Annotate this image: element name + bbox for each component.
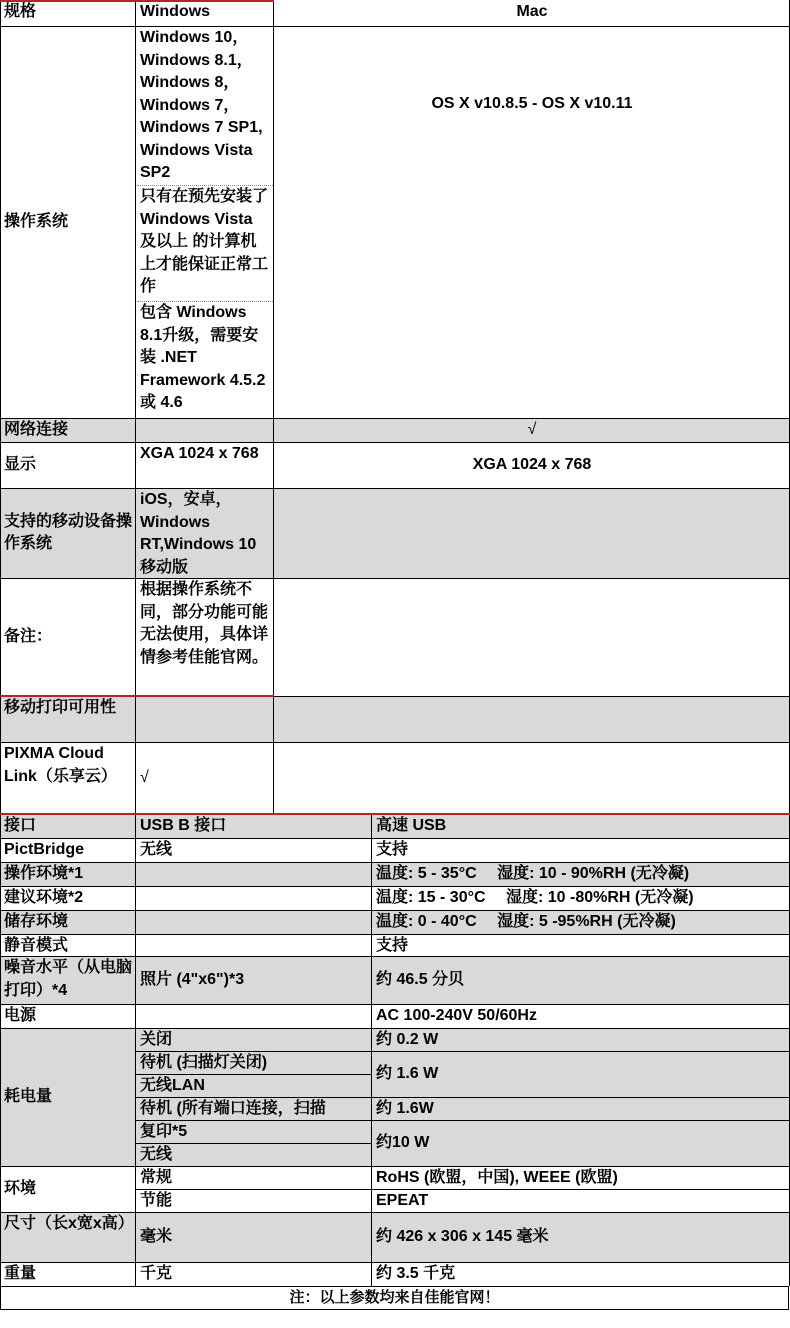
grid-line: [0, 442, 790, 443]
grid-line: [0, 1212, 790, 1213]
display-label: 显示: [0, 442, 136, 488]
rec-env-label: 建议环境*2: [0, 886, 372, 910]
noise-label: 噪音水平（从电脑打印）*4: [0, 956, 136, 1004]
grid-line: [0, 26, 790, 27]
grid-line: [136, 1143, 372, 1144]
weight-val: 约 3.5 千克: [372, 1262, 790, 1286]
power-label: 电源: [0, 1004, 372, 1028]
os-label: 操作系统: [0, 26, 136, 418]
size-mid: 毫米: [136, 1212, 372, 1262]
os-win-note1: 只有在预先安装了 Windows Vista 及以上 的计算机上才能保证正常工作: [136, 185, 274, 301]
mobile-os-label: 支持的移动设备操作系统: [0, 488, 136, 578]
grid-line: [0, 0, 1, 1286]
consumption-wireless: 无线: [136, 1143, 372, 1166]
footer-note: 注：以上参数均来自佳能官网！: [0, 1286, 789, 1310]
cloud-mac: [274, 742, 790, 814]
interface-val: 高速 USB: [372, 814, 790, 838]
cloud-win: √: [136, 742, 274, 814]
consumption-off-val: 约 0.2 W: [372, 1028, 790, 1051]
grid-line: [371, 814, 372, 1286]
noise-mid: 照片 (4"x6")*3: [136, 956, 372, 1004]
grid-line: [0, 742, 790, 743]
weight-label: 重量: [0, 1262, 136, 1286]
header-windows: Windows: [136, 0, 274, 26]
consumption-standby: 待机 (扫描灯关闭): [136, 1051, 372, 1074]
dotted-divider: [137, 185, 273, 186]
network-mac: √: [274, 418, 790, 442]
network-label: 网络连接: [0, 418, 136, 442]
mobile-print-label: 移动打印可用性: [0, 696, 136, 742]
grid-line: [0, 838, 790, 839]
consumption-label: 耗电量: [0, 1028, 136, 1166]
consumption-standby-val: 约 1.6 W: [372, 1051, 790, 1097]
grid-line: [136, 1189, 790, 1190]
environment-energy-val: EPEAT: [372, 1189, 790, 1212]
dotted-divider: [137, 301, 273, 302]
os-win-note2: 包含 Windows 8.1升级，需要安装 .NET Framework 4.5.2 或 4.6: [136, 301, 274, 418]
grid-line: [136, 1051, 790, 1052]
header-spec: 规格: [0, 0, 136, 26]
op-env-label: 操作环境*1: [0, 862, 372, 886]
consumption-standby-all: 待机 (所有端口连接，扫描: [136, 1097, 372, 1120]
remarks-mac: [274, 578, 790, 696]
mobile-os-win: iOS，安卓，Windows RT,Windows 10 移动版: [136, 488, 274, 578]
noise-val: 约 46.5 分贝: [372, 956, 790, 1004]
grid-line: [0, 934, 790, 935]
consumption-copy: 复印*5: [136, 1120, 372, 1143]
environment-energy: 节能: [136, 1189, 372, 1212]
storage-env-val: 温度: 0 - 40°C 湿度: 5 -95%RH (无冷凝): [372, 910, 790, 934]
interface-mid: USB B 接口: [136, 814, 372, 838]
grid-line: [0, 862, 790, 863]
grid-line: [0, 1028, 790, 1029]
red-rule: [0, 695, 274, 697]
weight-mid: 千克: [136, 1262, 372, 1286]
grid-line: [136, 1097, 790, 1098]
mobile-os-mac: [274, 488, 790, 578]
quiet-val: 支持: [372, 934, 790, 956]
consumption-wlan: 无线LAN: [136, 1074, 372, 1097]
grid-line: [135, 0, 136, 1286]
quiet-label: 静音模式: [0, 934, 372, 956]
rec-env-val: 温度: 15 - 30°C 湿度: 10 -80%RH (无冷凝): [372, 886, 790, 910]
storage-env-label: 储存环境: [0, 910, 372, 934]
environment-regular-val: RoHS (欧盟，中国), WEEE (欧盟): [372, 1166, 790, 1189]
grid-line: [0, 488, 790, 489]
grid-line: [273, 0, 274, 814]
pictbridge-val: 支持: [372, 838, 790, 862]
os-win-versions: Windows 10，Windows 8.1，Windows 8，Windows 7，Windows 7 SP1, Windows Vista SP2: [136, 26, 274, 185]
red-rule: [0, 813, 790, 815]
consumption-copy-val: 约10 W: [372, 1120, 790, 1166]
network-win: [136, 418, 274, 442]
grid-line: [0, 1004, 790, 1005]
interface-label: 接口: [0, 814, 136, 838]
pictbridge-label: PictBridge: [0, 838, 136, 862]
red-rule: [0, 0, 274, 2]
grid-line: [136, 1120, 790, 1121]
mobile-print-win: [136, 696, 274, 742]
grid-line: [0, 956, 790, 957]
mobile-print-mac: [274, 696, 790, 742]
consumption-standby-all-val: 约 1.6W: [372, 1097, 790, 1120]
grid-line: [0, 1262, 790, 1263]
environment-regular: 常规: [136, 1166, 372, 1189]
grid-line: [136, 1074, 372, 1075]
os-mac: OS X v10.8.5 - OS X v10.11: [274, 92, 790, 118]
display-win: XGA 1024 x 768: [136, 442, 274, 488]
size-val: 约 426 x 306 x 145 毫米: [372, 1212, 790, 1262]
cloud-label: PIXMA Cloud Link（乐享云）: [0, 742, 136, 814]
display-mac: XGA 1024 x 768: [274, 442, 790, 488]
environment-label: 环境: [0, 1166, 136, 1212]
remarks-win: 根据操作系统不同，部分功能可能无法使用，具体详情参考佳能官网。: [136, 578, 274, 696]
consumption-off: 关闭: [136, 1028, 372, 1051]
grid-line: [274, 696, 790, 697]
size-label: 尺寸（长x宽x高）: [0, 1212, 136, 1262]
op-env-val: 温度: 5 - 35°C 湿度: 10 - 90%RH (无冷凝): [372, 862, 790, 886]
grid-line: [0, 418, 790, 419]
power-val: AC 100-240V 50/60Hz: [372, 1004, 790, 1028]
pictbridge-mid: 无线: [136, 838, 372, 862]
remarks-label: 备注：: [0, 578, 136, 696]
grid-line: [0, 1166, 790, 1167]
grid-line: [0, 886, 790, 887]
grid-line: [0, 910, 790, 911]
header-mac: Mac: [274, 0, 790, 26]
grid-line: [0, 578, 790, 579]
